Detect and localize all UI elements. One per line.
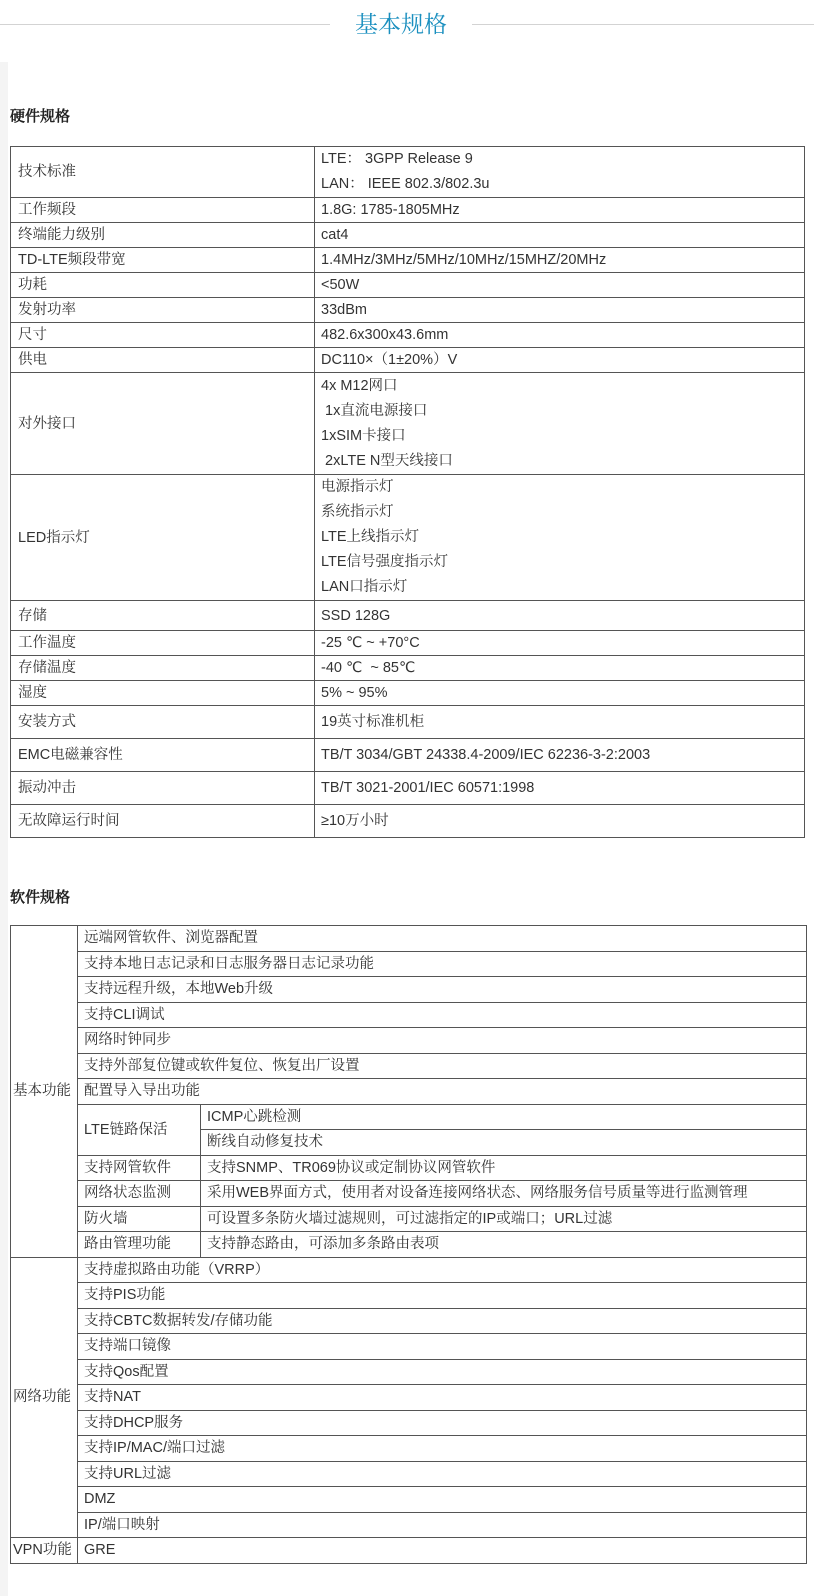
page-header [0, 0, 814, 48]
feature-item: 支持端口镜像 [78, 1334, 807, 1360]
feature-item: 支持CLI调试 [78, 1002, 807, 1028]
spec-key: 湿度 [11, 681, 315, 706]
spec-value-line: 5% ~ 95% [321, 685, 388, 701]
software-spec-body [11, 926, 807, 1564]
hardware-spec-table [10, 146, 805, 838]
spec-key: 存储温度 [11, 656, 315, 681]
feature-item: 支持PIS功能 [78, 1283, 807, 1309]
spec-value-line: 系统指示灯 [321, 504, 394, 520]
spec-value [315, 631, 805, 656]
software-row [11, 1002, 807, 1028]
spec-key: 对外接口 [11, 373, 315, 475]
sub-label: 路由管理功能 [78, 1232, 201, 1258]
feature-item: 可设置多条防火墙过滤规则，可过滤指定的IP或端口；URL过滤 [201, 1206, 807, 1232]
software-row [11, 1053, 807, 1079]
spec-value-line: 1xSIM卡接口 [321, 427, 406, 444]
feature-item: IP/端口映射 [78, 1512, 807, 1538]
hardware-row [11, 323, 805, 348]
feature-item: 支持URL过滤 [78, 1461, 807, 1487]
spec-value [315, 656, 805, 681]
spec-key: 振动冲击 [11, 772, 315, 805]
feature-item: ICMP心跳检测 [201, 1104, 807, 1130]
hardware-row [11, 681, 805, 706]
software-heading: 软件规格 [10, 889, 71, 906]
software-row [11, 1385, 807, 1411]
software-row [11, 1181, 807, 1207]
hardware-row [11, 475, 805, 601]
spec-key: 无故障运行时间 [11, 805, 315, 838]
feature-item: 支持虚拟路由功能（VRRP） [78, 1257, 807, 1283]
feature-item: 支持IP/MAC/端口过滤 [78, 1436, 807, 1462]
hardware-row [11, 805, 805, 838]
spec-value [315, 772, 805, 805]
feature-item: 远端网管软件、浏览器配置 [78, 926, 807, 952]
spec-key: 功耗 [11, 273, 315, 298]
spec-value [315, 805, 805, 838]
feature-item: 支持SNMP、TR069协议或定制协议网管软件 [201, 1155, 807, 1181]
sub-label: 防火墙 [78, 1206, 201, 1232]
spec-value-line: 1x直流电源接口 [321, 402, 428, 419]
feature-item: 支持DHCP服务 [78, 1410, 807, 1436]
software-row [11, 951, 807, 977]
hardware-row [11, 248, 805, 273]
hardware-row [11, 147, 805, 198]
spec-value-line: 4x M12网口 [321, 377, 398, 394]
spec-key: EMC电磁兼容性 [11, 739, 315, 772]
software-row [11, 1028, 807, 1054]
spec-value-line: LTE： 3GPP Release 9 [321, 151, 473, 167]
spec-value-line: SSD 128G [321, 607, 391, 624]
feature-item: 采用WEB界面方式，使用者对设备连接网络状态、网络服务信号质量等进行监测管理 [201, 1181, 807, 1207]
page-title: 基本规格 [355, 11, 447, 37]
spec-value-line: 33dBm [321, 302, 367, 318]
spec-value-line: LTE上线指示灯 [321, 529, 420, 545]
hardware-row [11, 656, 805, 681]
software-row [11, 1461, 807, 1487]
hardware-spec-body [11, 147, 805, 838]
software-spec-table [10, 925, 807, 1564]
feature-item: 支持远程升级，本地Web升级 [78, 977, 807, 1003]
hardware-row [11, 198, 805, 223]
software-row [11, 1359, 807, 1385]
spec-key: 存储 [11, 601, 315, 631]
software-row [11, 1308, 807, 1334]
spec-key: 尺寸 [11, 323, 315, 348]
software-row [11, 1538, 807, 1564]
software-row [11, 1206, 807, 1232]
spec-key: 供电 [11, 348, 315, 373]
software-row [11, 926, 807, 952]
spec-value-line: TB/T 3021-2001/IEC 60571:1998 [321, 780, 535, 796]
hardware-row [11, 298, 805, 323]
hardware-row [11, 772, 805, 805]
spec-value [315, 223, 805, 248]
spec-value [315, 323, 805, 348]
hardware-heading: 硬件规格 [10, 108, 71, 125]
spec-value [315, 373, 805, 475]
spec-value-line: 电源指示灯 [321, 479, 394, 495]
feature-item: 支持静态路由，可添加多条路由表项 [201, 1232, 807, 1258]
hardware-row [11, 223, 805, 248]
spec-key: 技术标准 [11, 147, 315, 198]
spec-value [315, 601, 805, 631]
spec-value [315, 298, 805, 323]
spec-key: 终端能力级别 [11, 223, 315, 248]
header-rule-right [472, 24, 814, 25]
spec-value [315, 147, 805, 198]
software-row [11, 1232, 807, 1258]
group-label: 基本功能 [11, 926, 78, 1258]
software-row [11, 1334, 807, 1360]
spec-value-line: 482.6x300x43.6mm [321, 327, 449, 343]
spec-value-line: cat4 [321, 227, 349, 243]
feature-item: 支持Qos配置 [78, 1359, 807, 1385]
spec-value-line: TB/T 3034/GBT 24338.4-2009/IEC 62236-3-2:2003 [321, 747, 651, 763]
spec-value [315, 706, 805, 739]
sub-label: 网络状态监测 [78, 1181, 201, 1207]
spec-value-line: 1.4MHz/3MHz/5MHz/10MHz/15MHZ/20MHz [321, 252, 607, 268]
feature-item: 支持本地日志记录和日志服务器日志记录功能 [78, 951, 807, 977]
header-rule-left [0, 24, 330, 25]
software-row [11, 1155, 807, 1181]
spec-value-line: 2xLTE N型天线接口 [321, 452, 453, 469]
spec-key: TD-LTE频段带宽 [11, 248, 315, 273]
group-label: VPN功能 [11, 1538, 78, 1564]
feature-item: 断线自动修复技术 [201, 1130, 807, 1156]
sub-label: 支持网管软件 [78, 1155, 201, 1181]
spec-value-line: LAN： IEEE 802.3/802.3u [321, 176, 490, 192]
feature-item: 支持CBTC数据转发/存储功能 [78, 1308, 807, 1334]
feature-item: GRE [78, 1538, 807, 1564]
spec-value-line: LTE信号强度指示灯 [321, 554, 449, 570]
hardware-row [11, 601, 805, 631]
hardware-row [11, 706, 805, 739]
left-gutter [0, 62, 8, 1596]
software-row [11, 1104, 807, 1130]
spec-value [315, 475, 805, 601]
spec-value-line: 19英寸标准机柜 [321, 714, 425, 730]
spec-key: LED指示灯 [11, 475, 315, 601]
spec-value-line: <50W [321, 277, 360, 293]
spec-value-line: -25 ℃ ~ +70°C [321, 635, 420, 651]
spec-value-line: DC110×（1±20%）V [321, 352, 458, 368]
spec-value-line: 1.8G: 1785-1805MHz [321, 202, 460, 218]
hardware-row [11, 739, 805, 772]
software-row [11, 1257, 807, 1283]
spec-key: 工作温度 [11, 631, 315, 656]
spec-value [315, 273, 805, 298]
software-row [11, 1079, 807, 1105]
spec-key: 工作频段 [11, 198, 315, 223]
hardware-row [11, 631, 805, 656]
hardware-row [11, 373, 805, 475]
spec-value-line: -40 ℃ ~ 85℃ [321, 660, 416, 676]
spec-value-line: ≥10万小时 [321, 813, 389, 829]
spec-key: 发射功率 [11, 298, 315, 323]
spec-value [315, 198, 805, 223]
spec-value-line: LAN口指示灯 [321, 579, 408, 595]
software-row [11, 977, 807, 1003]
software-row [11, 1283, 807, 1309]
hardware-row [11, 348, 805, 373]
feature-item: 配置导入导出功能 [78, 1079, 807, 1105]
feature-item: 网络时钟同步 [78, 1028, 807, 1054]
software-row [11, 1487, 807, 1513]
feature-item: 支持外部复位键或软件复位、恢复出厂设置 [78, 1053, 807, 1079]
spec-value [315, 348, 805, 373]
group-label: 网络功能 [11, 1257, 78, 1538]
hardware-row [11, 273, 805, 298]
spec-key: 安装方式 [11, 706, 315, 739]
feature-item: 支持NAT [78, 1385, 807, 1411]
software-row [11, 1410, 807, 1436]
spec-value [315, 681, 805, 706]
sub-label: LTE链路保活 [78, 1104, 201, 1155]
software-row [11, 1436, 807, 1462]
feature-item: DMZ [78, 1487, 807, 1513]
spec-value [315, 739, 805, 772]
spec-value [315, 248, 805, 273]
software-row [11, 1512, 807, 1538]
